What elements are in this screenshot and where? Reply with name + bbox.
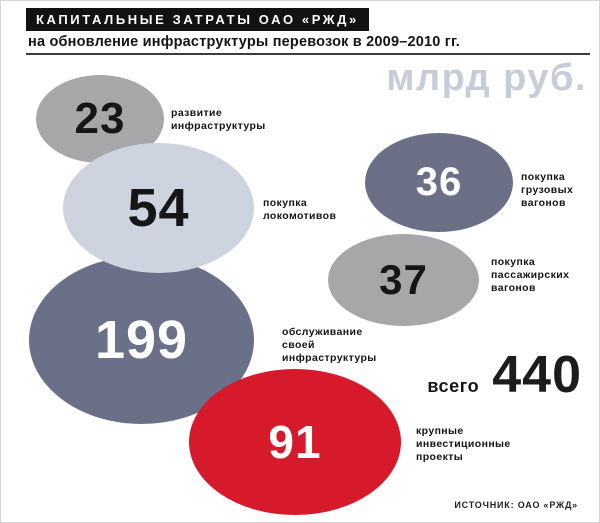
- page-title: КАПИТАЛЬНЫЕ ЗАТРАТЫ ОАО «РЖД»: [26, 8, 369, 31]
- bubble-value: 23: [74, 94, 126, 143]
- bubble-value: 36: [415, 160, 463, 204]
- bubble-label-passenger-cars-purchase: покупка пассажирских вагонов: [491, 256, 570, 294]
- total-label: всего: [427, 376, 480, 396]
- bubble-locomotive-purchase: [63, 143, 254, 273]
- bubble-value: 37: [379, 256, 428, 303]
- bubble-value: 199: [94, 310, 189, 370]
- bubble-label-infrastructure-development: развитие инфраструктуры: [171, 107, 266, 132]
- unit-label: млрд руб.: [386, 57, 587, 99]
- total-summary: [427, 346, 582, 404]
- total-value: 440: [492, 346, 582, 404]
- bubble-value: 54: [127, 178, 190, 238]
- source-note: ИСТОЧНИК: ОАО «РЖД»: [454, 500, 578, 510]
- bubble-label-own-infrastructure: обслуживание своей инфраструктуры: [282, 326, 377, 364]
- header-divider: [26, 53, 590, 55]
- bubble-passenger-cars-purchase: [328, 234, 479, 326]
- bubble-major-investment-projects: [189, 369, 401, 515]
- bubble-value: 91: [268, 416, 322, 468]
- bubble-label-freight-cars-purchase: покупка грузовых вагонов: [521, 171, 574, 209]
- bubble-label-major-investment-projects: крупные инвестиционные проекты: [416, 425, 511, 463]
- bubble-freight-cars-purchase: [365, 133, 513, 232]
- bubble-label-locomotive-purchase: покупка локомотивов: [263, 197, 337, 222]
- page-subtitle: на обновление инфраструктуры перевозок в 2009–2010 гг.: [28, 34, 461, 50]
